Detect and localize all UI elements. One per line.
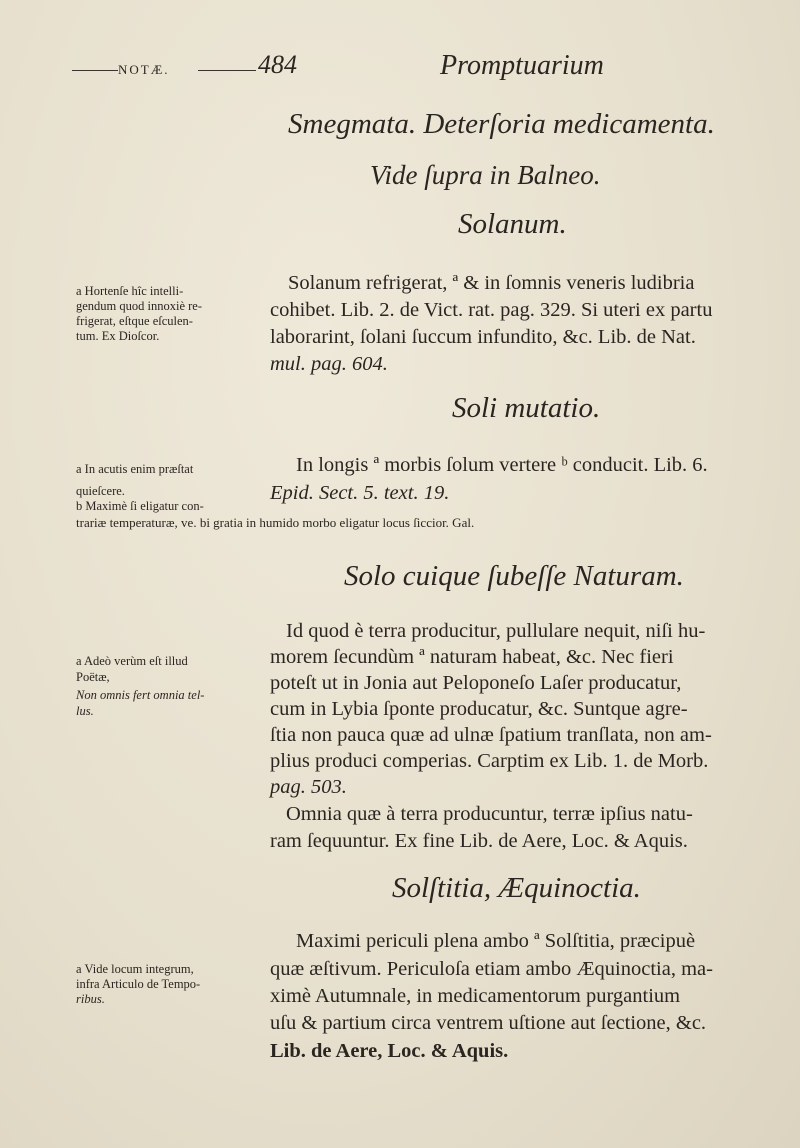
full-width-note: trariæ temperaturæ, ve. bi gratia in humido morbo eligatur locus ſiccior. Gal. <box>76 515 475 530</box>
margin-note: quieſcere. <box>76 484 125 498</box>
page-number: 484 <box>258 50 297 79</box>
body-line: uſu & partium circa ventrem uſtione aut ſectione, &c. <box>270 1012 707 1034</box>
running-head-notae: NOTÆ. <box>118 62 170 77</box>
body-line: Maximi periculi plena ambo ª Solſtitia, præcipuè <box>296 930 696 952</box>
heading-smegmata: Smegmata. Deterſoria medicamenta. <box>288 108 715 140</box>
margin-note: a Vide locum integrum, <box>76 962 194 976</box>
heading-solstitia: Solſtitia, Æquinoctia. <box>392 872 641 904</box>
body-line: poteſt ut in Jonia aut Peloponeſo Laſer producatur, <box>270 672 682 694</box>
margin-note: frigerat, eſtque eſculen- <box>76 314 193 328</box>
margin-note: a Adeò verùm eſt illud <box>76 654 188 668</box>
heading-soli-mutatio: Soli mutatio. <box>452 392 601 424</box>
heading-vide-supra: Vide ſupra in Balneo. <box>370 160 601 190</box>
body-line: quæ æſtivum. Periculoſa etiam ambo Æquinoctia, ma- <box>270 958 713 980</box>
body-line: ſtia non pauca quæ ad ulnæ ſpatium tranſlata, non am- <box>270 724 712 746</box>
margin-note: Non omnis fert omnia tel- <box>76 688 205 702</box>
body-line: Lib. de Aere, Loc. & Aquis. <box>270 1040 509 1062</box>
margin-note: lus. <box>76 704 94 718</box>
body-line: Id quod è terra producitur, pullulare nequit, niſi hu- <box>286 620 706 642</box>
body-line: mul. pag. 604. <box>270 353 388 375</box>
head-rule-right <box>198 70 256 71</box>
body-line: In longis ª morbis ſolum vertere ᵇ conducit. Lib. 6. <box>296 454 708 476</box>
margin-note: a In acutis enim præſtat <box>76 462 194 476</box>
margin-note: Poëtæ, <box>76 670 110 684</box>
margin-note: infra Articulo de Tempo- <box>76 977 201 991</box>
margin-note: a Hortenſe hîc intelli- <box>76 284 184 298</box>
body-line: cohibet. Lib. 2. de Vict. rat. pag. 329. Si uteri ex partu <box>270 299 713 321</box>
margin-note: tum. Ex Dioſcor. <box>76 329 160 343</box>
body-line: Epid. Sect. 5. text. 19. <box>270 482 450 504</box>
body-line: cum in Lybia ſponte producatur, &c. Suntque agre- <box>270 698 688 720</box>
running-title: Promptuarium <box>440 50 604 81</box>
body-line: ximè Autumnale, in medicamentorum purgantium <box>270 985 681 1007</box>
head-rule-left <box>72 70 118 71</box>
body-line: ram ſequuntur. Ex fine Lib. de Aere, Loc. & Aquis. <box>270 830 688 852</box>
body-line: laborarint, ſolani ſuccum infundito, &c. Lib. de Nat. <box>270 326 696 348</box>
body-line: Omnia quæ à terra producuntur, terræ ipſius natu- <box>286 803 693 825</box>
body-line: plius produci comperias. Carptim ex Lib. 1. de Morb. <box>270 750 709 772</box>
margin-note: gendum quod innoxiè re- <box>76 299 203 313</box>
body-line: morem ſecundùm ª naturam habeat, &c. Nec fieri <box>270 646 674 668</box>
heading-solanum: Solanum. <box>458 208 567 240</box>
margin-note: ribus. <box>76 992 105 1006</box>
body-line: pag. 503. <box>270 776 347 798</box>
margin-note: b Maximè ſi eligatur con- <box>76 499 204 513</box>
heading-solo-cuique: Solo cuique ſubeſſe Naturam. <box>344 560 684 592</box>
body-line: Solanum refrigerat, ª & in ſomnis veneris ludibria <box>288 272 695 294</box>
